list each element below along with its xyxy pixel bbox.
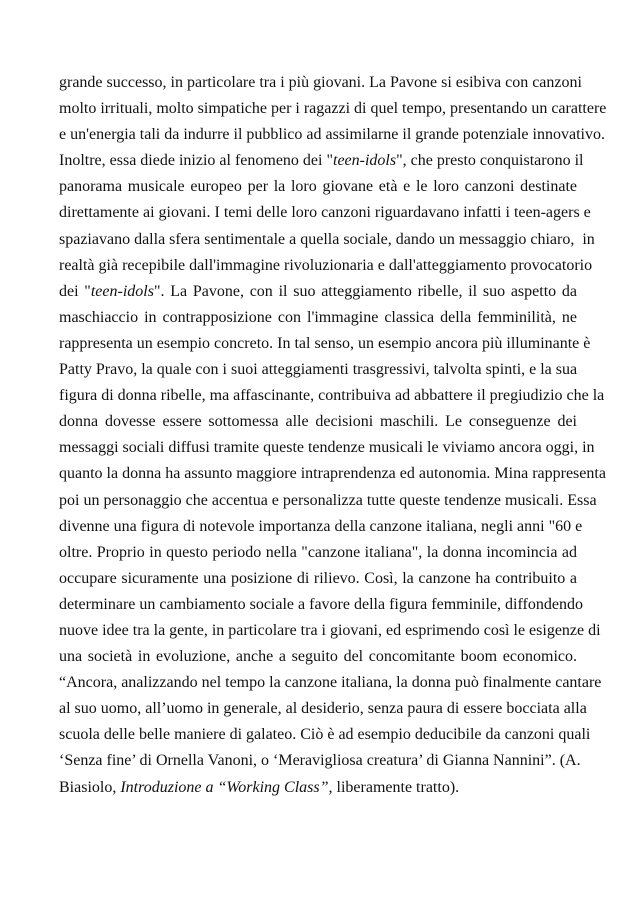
text-segment: determinare un cambiamento sociale a favore della figura femminile, diffondendo xyxy=(59,595,583,613)
text-segment: grande successo, in particolare tra i più giovani. La Pavone si esibiva con canzoni xyxy=(59,74,582,91)
text-line xyxy=(59,70,582,96)
text-segment: e un'energia tali da indurre il pubblico ad assimilarne il grande potenziale innovativo. xyxy=(59,126,605,144)
text-segment: nuove idee tra la gente, in particolare tra i giovani, ed esprimendo così le esigenze di xyxy=(59,621,601,639)
text-line xyxy=(59,461,606,487)
text-segment: Patty Pravo, la quale con i suoi atteggiamenti trasgressivi, talvolta spinti, e la sua xyxy=(59,361,578,379)
text-line xyxy=(59,618,601,644)
text-line xyxy=(59,305,577,331)
text-line xyxy=(59,592,583,618)
italic-text-segment: Introduzione a “Working Class”, xyxy=(120,778,333,796)
text-segment: ". La Pavone, con il suo atteggiamento ribelle, il suo aspetto da xyxy=(153,282,578,300)
text-segment: ", che presto conquistarono il xyxy=(396,152,584,170)
text-segment: Inoltre, essa diede inizio al fenomeno dei " xyxy=(59,152,333,170)
text-line xyxy=(59,540,577,566)
text-segment: una società in evoluzione, anche a seguito del concomitante boom economico. xyxy=(59,648,577,666)
text-line xyxy=(59,357,577,383)
text-segment: ‘Senza fine’ di Ornella Vanoni, o ‘Meravigliosa creatura’ di Gianna Nannini”. (A. xyxy=(59,752,581,770)
text-line xyxy=(59,200,591,226)
text-segment: maschiaccio in contrapposizione con l'immagine classica della femminilità, ne xyxy=(59,308,577,326)
text-line xyxy=(59,253,593,279)
text-segment: spaziavano dalla sfera sentimentale a quella sociale, dando un messaggio chiaro, in xyxy=(59,230,595,248)
text-segment: donna dovesse essere sottomessa alle decisioni maschili. Le conseguenze dei xyxy=(59,413,577,431)
text-segment: Biasiolo, xyxy=(59,778,121,796)
text-segment: messaggi sociali diffusi tramite queste tendenze musicali le viviamo ancora oggi, in xyxy=(59,439,595,457)
text-line xyxy=(59,696,587,722)
text-segment: figura di donna ribelle, ma affascinante, contribuiva ad abbattere il pregiudizio che la xyxy=(59,387,605,405)
text-line xyxy=(59,566,577,592)
text-segment: divenne una figura di notevole importanza della canzone italiana, negli anni "60 e xyxy=(59,517,583,535)
text-segment: realtà già recepibile dall'immagine rivoluzionaria e dall'atteggiamento provocatorio xyxy=(59,256,593,274)
text-line xyxy=(59,331,591,357)
text-segment: panorama musicale europeo per la loro giovane età e le loro canzoni destinate xyxy=(59,178,577,196)
text-line xyxy=(59,488,597,514)
text-line xyxy=(59,148,584,174)
text-line xyxy=(59,174,577,200)
text-segment: poi un personaggio che accentua e personalizza tutte queste tendenze musicali. Essa xyxy=(59,491,597,509)
text-line xyxy=(59,514,583,540)
text-line xyxy=(59,748,581,774)
italic-text-segment: teen-idols xyxy=(90,282,154,300)
text-line xyxy=(59,227,595,253)
text-segment: molto irrituali, molto simpatiche per i ragazzi di quel tempo, presentando un carattere xyxy=(59,100,607,118)
text-line xyxy=(59,279,577,305)
text-segment: al suo uomo, all’uomo in generale, al desiderio, senza paura di essere bocciata alla xyxy=(59,700,587,718)
text-line xyxy=(59,644,577,670)
body-paragraph xyxy=(59,70,607,801)
text-segment: dei " xyxy=(59,282,91,300)
text-segment: quanto la donna ha assunto maggiore intraprendenza ed autonomia. Mina rappresenta xyxy=(59,465,606,483)
text-line xyxy=(59,96,607,122)
italic-text-segment: teen-idols xyxy=(333,152,397,170)
text-line xyxy=(59,435,595,461)
text-segment: occupare sicuramente una posizione di rilievo. Così, la canzone ha contribuito a xyxy=(59,569,577,587)
text-line xyxy=(59,722,591,748)
text-segment: scuola delle belle maniere di galateo. Ciò è ad esempio deducibile da canzoni quali xyxy=(59,726,591,744)
text-segment: direttamente ai giovani. I temi delle loro canzoni riguardavano infatti i teen-agers e xyxy=(59,204,591,222)
text-segment: liberamente tratto). xyxy=(332,778,460,796)
text-line xyxy=(59,383,605,409)
text-segment: oltre. Proprio in questo periodo nella "canzone italiana", la donna incomincia ad xyxy=(59,543,577,561)
text-segment: “Ancora, analizzando nel tempo la canzone italiana, la donna può finalmente cantare xyxy=(59,674,602,692)
text-segment: rappresenta un esempio concreto. In tal senso, un esempio ancora più illuminante è xyxy=(59,334,591,352)
text-line xyxy=(59,670,602,696)
text-line xyxy=(59,775,577,801)
text-line xyxy=(59,409,577,435)
text-line xyxy=(59,122,605,148)
